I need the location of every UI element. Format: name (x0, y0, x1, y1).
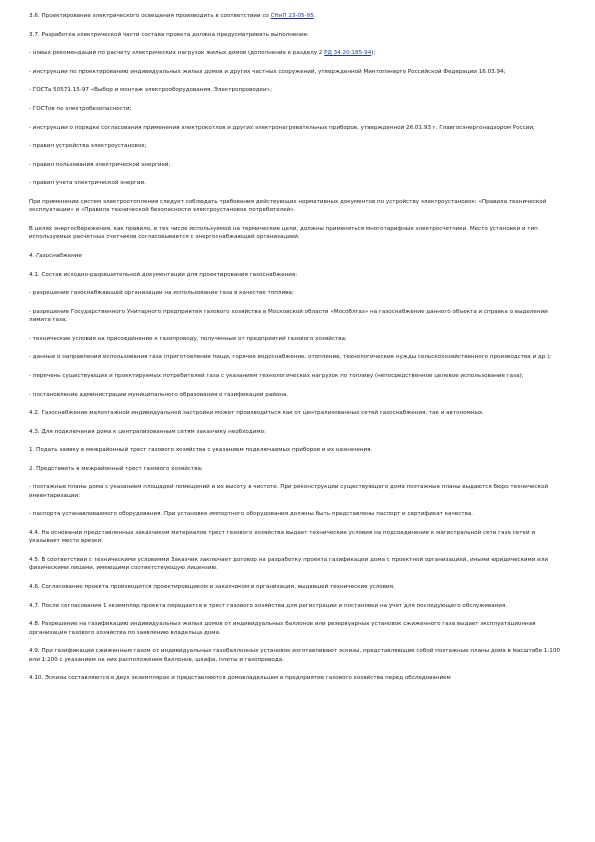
paragraph-text: - правил пользования электрической энергией; (29, 161, 171, 168)
paragraph-text-end: . (313, 13, 316, 19)
paragraph (29, 68, 566, 76)
paragraph (29, 510, 566, 518)
paragraph (29, 647, 566, 664)
paragraph (29, 556, 566, 573)
paragraph (29, 446, 566, 454)
paragraph (29, 225, 566, 242)
section-heading (29, 252, 566, 260)
paragraph-text: - правил устройства электроустановок; (29, 143, 147, 150)
paragraph (29, 674, 566, 682)
paragraph (29, 31, 566, 39)
paragraph-text: 4.5. В соответствии с техническими условиями Заказчик заключает договор на разработку проекта газификации дома с проектной организацией, иными юридическими или физическими лицами, имеющими соответствующую лицензию. (29, 557, 549, 572)
paragraph (29, 353, 566, 361)
paragraph-text: - данные о направлении использования газа (приготовление пищи, горячее водоснабжение, отопление, технологические нужды сельскохозяйственного производства и др.); (29, 354, 552, 361)
paragraph-text: 4.7. После согласования 1 экземпляр проекта передается в трест газового хозяйства для регистрации и постановки на учет для последующего обслуживания. (29, 602, 508, 609)
paragraph-text: - постановление администрации муниципального образования о газификации района. (29, 391, 289, 398)
paragraph (29, 179, 566, 187)
paragraph-text: - перечень существующих и проектируемых потребителей газа с указанием технологических нагрузок по топливу (непосредственное целевое использование газа); (29, 372, 524, 379)
paragraph-text: 3.6. Проектирование электрического освещения производить в соответствии со (29, 13, 271, 19)
paragraph (29, 529, 566, 546)
paragraph (29, 308, 566, 325)
paragraph-text: 1. Подать заявку в межрайонный трест газового хозяйства с указанием подключаемых приборов и их назначения. (29, 447, 373, 454)
paragraph (29, 372, 566, 380)
paragraph-text: 4. Газоснабжение (29, 252, 82, 259)
paragraph (29, 428, 566, 436)
paragraph-text: 4.3. Для подключения дома к централизованным сетям заказчику необходимо: (29, 428, 266, 435)
paragraph-text: - инструкции по проектированию индивидуальных жилых домов и других частных сооружений, утвержденной Минтопэнерго Российской Федерации 16.03.94; (29, 68, 506, 75)
paragraph (29, 583, 566, 591)
paragraph (29, 142, 566, 150)
paragraph-text: В целях энергосбережения, как правило, в тех числе используемой на термические цели, должны применяться многотарифные электросчетчики. Место установки и тип используемых расчетных счетчиков согласовывается с энергоснабжающей организацией. (29, 225, 538, 241)
paragraph-text: - поэтажные планы дома с указанием площадей помещений и их высоту в чистоте. При реконструкции существующего дома поэтажные планы выдаются бюро технической инвентаризации; (29, 484, 548, 499)
paragraph-text: 4.6. Согласование проекта производится проектировщиком и заказчиком в организации, выдавшей технические условия. (29, 584, 395, 591)
document-body (29, 12, 566, 693)
paragraph (29, 602, 566, 610)
paragraph (29, 409, 566, 417)
paragraph-text: 3.7. Разработка электрической части состава проекта должна предусматривать выполнение: (29, 31, 309, 38)
paragraph-text: - правил учета электрической энергии. (29, 180, 146, 187)
document-link[interactable]: СНиП 23-05-95 (270, 13, 314, 19)
paragraph-text: 4.10. Эскизы составляются в двух экземплярах и представляются домовладельцем в предприятие газового хозяйства перед обследованием (29, 675, 451, 682)
paragraph-text: 4.8. Разрешение на газификацию индивидуальных жилых домов от индивидуальных баллонов или резервуарных установок сжиженного газа выдает эксплуатационная организация газового хозяйства по заявлению владельца дома. (29, 621, 536, 636)
paragraph (29, 271, 566, 279)
paragraph-text: - разрешение Государственного Унитарного предприятия газового хозяйства в Московской области «Мособлгаз» на газоснабжение данного объекта и справка о выделении лимита газа; (29, 308, 548, 324)
paragraph-text: При применении систем электроотопления следует соблюдать требования действующих нормативных документов по устройству электроустановок: «Правила технической эксплуатации» и «Правила технической безопасности электроустановок потребителей». (29, 198, 547, 214)
paragraph-text-end: ); (371, 50, 376, 57)
paragraph-text: - разрешение газоснабжающей организации на использование газа в качестве топлива; (29, 290, 294, 297)
paragraph (29, 465, 566, 473)
paragraph (29, 483, 566, 500)
document-link[interactable]: РД 34.20.185-94 (324, 50, 372, 57)
paragraph (29, 161, 566, 169)
paragraph-text: 4.9. При газификации сжиженным газом от индивидуальных газобаллонных установок изготавливают эскизы, представляющие собой поэтажные планы дома в масштабе 1:100 или 1:200 с указанием на них расположения баллонов, шкафа, плиты и газопровода. (29, 648, 560, 663)
paragraph (29, 86, 566, 94)
paragraph-text: - ГОСТов по электробезопасности; (29, 105, 132, 112)
paragraph (29, 620, 566, 637)
paragraph (29, 198, 566, 215)
paragraph-text: 4.1. Состав исходно-разрешительной документации для проектирования газоснабжения: (29, 271, 298, 278)
paragraph-text: - новых рекомендаций по расчету электрических нагрузок жилых домов (дополнение к разделу 2 (29, 50, 325, 57)
paragraph (29, 49, 566, 57)
paragraph-text: - инструкции о порядке согласования применения электрокотлов и других электронагревательных приборов, утвержденной 26.01.93 г. Главгосэнергонадзором России; (29, 124, 535, 131)
paragraph-text: 2. Представить в межрайонный трест газового хозяйства: (29, 465, 203, 472)
paragraph-text: - ГОСТа 50571.15-97 «Выбор и монтаж электрооборудования. Электропроводки»; (29, 87, 272, 94)
paragraph (29, 391, 566, 399)
paragraph-text: 4.4. На основании представленных заказчиком материалов трест газового хозяйства выдает технические условия на подсоединение к магистральной сети газа сетей и указывает место врезки. (29, 530, 535, 545)
paragraph (29, 335, 566, 343)
paragraph (29, 289, 566, 297)
paragraph (29, 124, 566, 132)
paragraph-text: - паспорта устанавливаемого оборудования. При установке импортного оборудования должны быть представлены паспорт и сертификат качества. (29, 511, 474, 518)
paragraph-text: 4.2. Газоснабжение малоэтажной индивидуальной застройки может производиться как от централизованных сетей газоснабжения, так и автономных. (29, 410, 484, 417)
paragraph-text: - технические условия на присоединение к газопроводу, полученные от предприятий газового хозяйства; (29, 335, 347, 342)
paragraph (29, 105, 566, 113)
paragraph (29, 12, 566, 20)
